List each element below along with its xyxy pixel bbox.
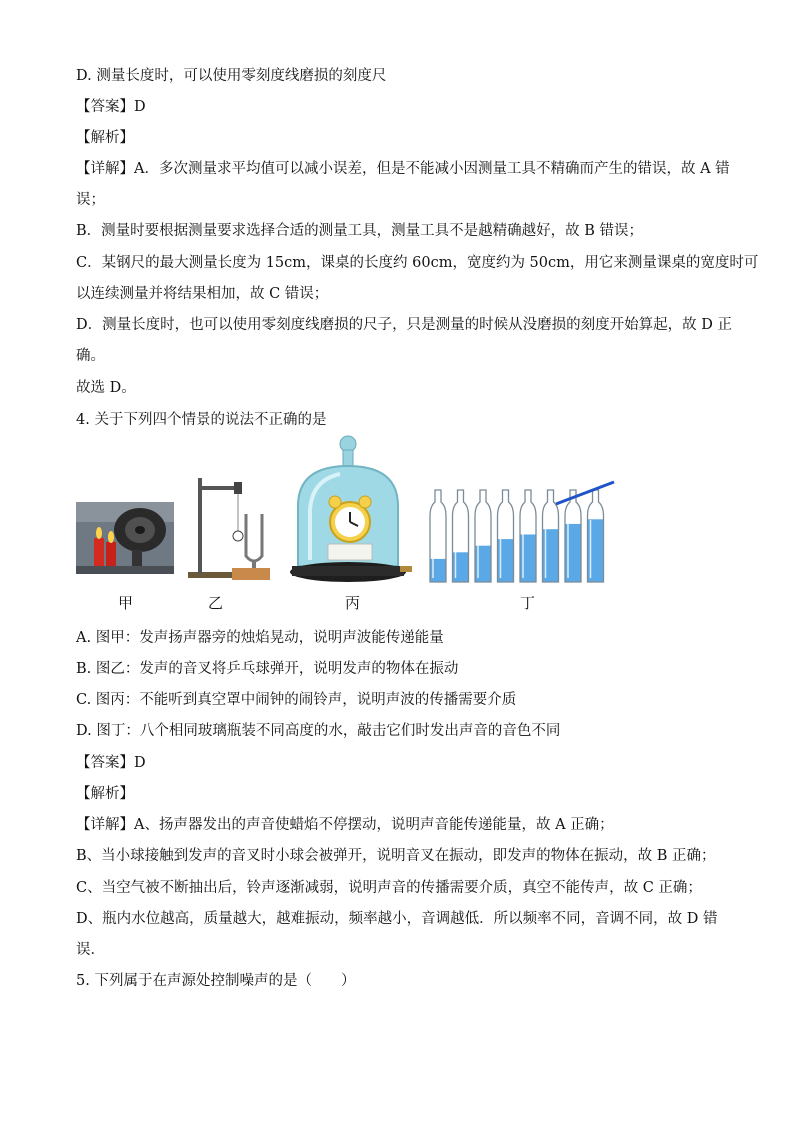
q4-detail-d-line1: D、瓶内水位越高，质量越大，越难振动，频率越小，音调越低．所以频率不同，音调不同，故 D 错 (76, 911, 718, 927)
bottle (430, 490, 446, 582)
q3-conclusion: 故选 D。 (76, 380, 136, 396)
q3-detail-b: B．测量时要根据测量要求选择合适的测量工具，测量工具不是越精确越好，故 B 错误； (76, 223, 644, 239)
bottle (453, 490, 469, 582)
bottle (520, 490, 536, 582)
q3-detail-a-line2: 误； (76, 192, 105, 208)
q4-detail-c: C、当空气被不断抽出后，铃声逐渐减弱，说明声音的传播需要介质，真空不能传声，故 C 正确； (76, 880, 702, 896)
q3-answer: 【答案】D (76, 99, 146, 115)
q4-analysis-heading: 【解析】 (76, 786, 134, 802)
q3-analysis-heading: 【解析】 (76, 130, 134, 146)
q4-stem: 4. 关于下列四个情景的说法不正确的是 (76, 412, 327, 428)
q3-detail-d-line1: D．测量长度时，也可以使用零刻度线磨损的尺子，只是测量的时候从没磨损的刻度开始算起，故 D 正 (76, 317, 732, 333)
striking-rod (556, 482, 614, 504)
q3-detail-a-line1: 【详解】A．多次测量求平均值可以减小误差，但是不能减小因测量工具不精确而产生的错误，故 A 错 (76, 161, 730, 177)
q4-option-d: D. 图丁：八个相同玻璃瓶装不同高度的水，敲击它们时发出声音的音色不同 (76, 723, 561, 739)
bottle (475, 490, 491, 582)
figure-jia-speaker-candles (76, 502, 174, 574)
caption-yi: 乙 (208, 594, 224, 612)
q4-detail-b: B、当小球接触到发声的音叉时小球会被弹开，说明音叉在振动，即发声的物体在振动，故 B 正确； (76, 848, 716, 864)
caption-jia: 甲 (118, 594, 134, 612)
q3-option-d: D. 测量长度时，可以使用零刻度线磨损的刻度尺 (76, 68, 387, 84)
figure-bing-bell-jar (288, 434, 412, 590)
q4-detail-a: 【详解】A、扬声器发出的声音使蜡焰不停摆动，说明声音能传递能量，故 A 正确； (76, 817, 614, 833)
q4-detail-d-line2: 误． (76, 942, 105, 958)
figure-yi-tuning-fork (184, 474, 274, 582)
bottle (565, 490, 581, 582)
q5-stem: 5. 下列属于在声源处控制噪声的是（ ） (76, 973, 356, 989)
q4-answer: 【答案】D (76, 755, 146, 771)
q4-option-b: B. 图乙：发声的音叉将乒乓球弹开，说明发声的物体在振动 (76, 661, 459, 677)
q4-figure (70, 434, 630, 622)
q3-detail-c-line2: 以连续测量并将结果相加，故 C 错误； (76, 286, 329, 302)
q3-detail-d-line2: 确。 (76, 348, 105, 364)
q3-detail-c-line1: C．某钢尺的最大测量长度为 15cm，课桌的长度约 60cm，宽度约为 50cm，用它来测量课桌的宽度时可 (76, 255, 759, 271)
q4-option-c: C. 图丙：不能听到真空罩中闹钟的闹铃声，说明声波的传播需要介质 (76, 692, 517, 708)
bottle (498, 490, 514, 582)
figure-ding-bottles (426, 480, 616, 586)
caption-ding: 丁 (520, 594, 536, 612)
q4-option-a: A. 图甲：发声扬声器旁的烛焰晃动，说明声波能传递能量 (76, 630, 444, 646)
bottle (588, 490, 604, 582)
caption-bing: 丙 (345, 594, 361, 612)
